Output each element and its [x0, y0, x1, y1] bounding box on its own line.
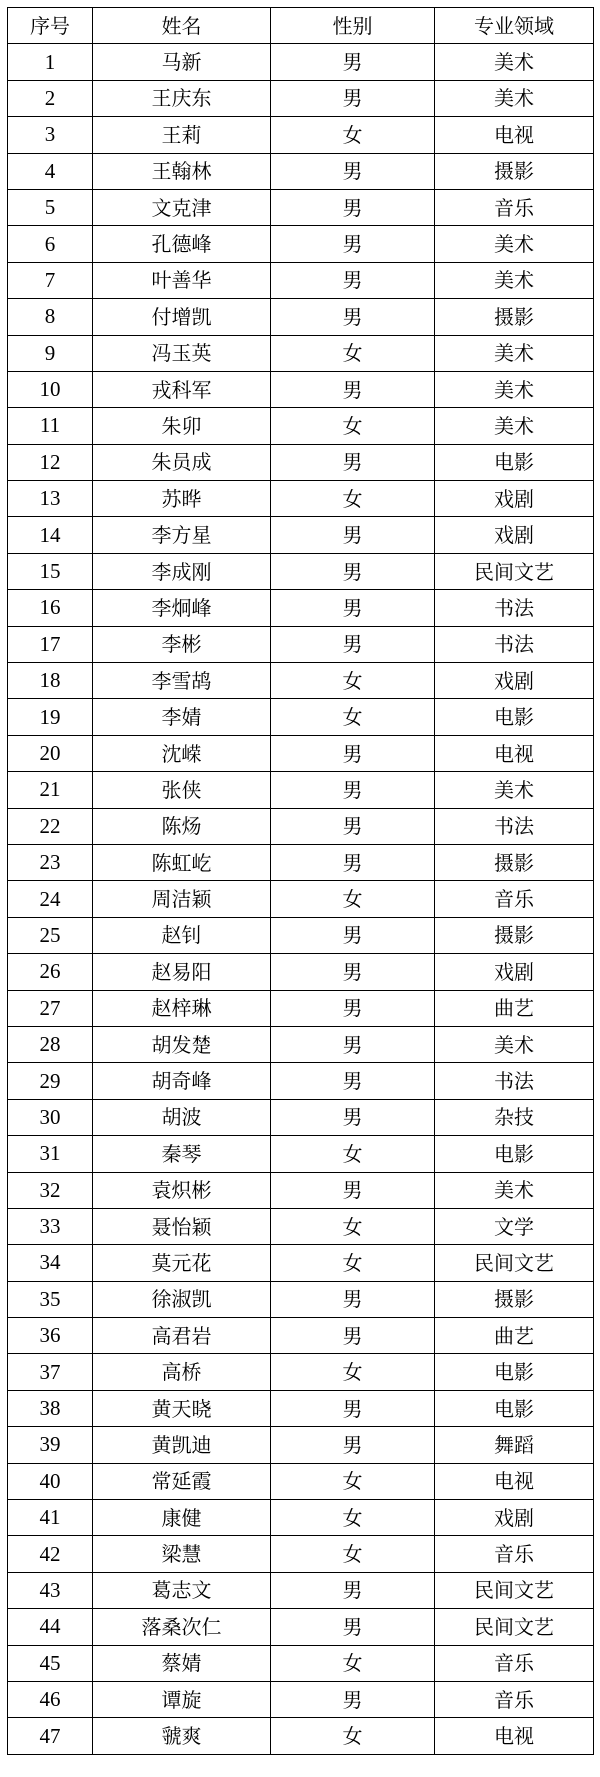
cell-number: 19	[8, 699, 93, 735]
cell-gender: 女	[271, 663, 435, 699]
cell-number: 43	[8, 1572, 93, 1608]
cell-field: 民间文艺	[435, 1245, 594, 1281]
cell-number: 7	[8, 262, 93, 298]
cell-field: 美术	[435, 772, 594, 808]
cell-number: 44	[8, 1609, 93, 1645]
cell-name: 虢爽	[93, 1718, 271, 1754]
cell-number: 34	[8, 1245, 93, 1281]
table-row	[8, 226, 594, 262]
cell-gender: 男	[271, 1390, 435, 1426]
cell-field: 曲艺	[435, 1318, 594, 1354]
cell-name: 赵钊	[93, 917, 271, 953]
table-row	[8, 408, 594, 444]
cell-gender: 男	[271, 517, 435, 553]
cell-gender: 男	[271, 1681, 435, 1717]
cell-number: 41	[8, 1500, 93, 1536]
table-row	[8, 153, 594, 189]
cell-name: 赵梓琳	[93, 990, 271, 1026]
table-row	[8, 189, 594, 225]
cell-field: 电视	[435, 1463, 594, 1499]
cell-field: 美术	[435, 80, 594, 116]
cell-name: 高桥	[93, 1354, 271, 1390]
cell-gender: 女	[271, 1245, 435, 1281]
table-row	[8, 1318, 594, 1354]
cell-field: 民间文艺	[435, 1572, 594, 1608]
cell-field: 音乐	[435, 189, 594, 225]
table-row	[8, 844, 594, 880]
cell-number: 36	[8, 1318, 93, 1354]
cell-name: 王庆东	[93, 80, 271, 116]
table-row	[8, 1609, 594, 1645]
cell-name: 马新	[93, 44, 271, 80]
cell-number: 13	[8, 481, 93, 517]
table-row	[8, 1645, 594, 1681]
cell-name: 戎科军	[93, 371, 271, 407]
table-row	[8, 1718, 594, 1754]
cell-number: 22	[8, 808, 93, 844]
cell-field: 美术	[435, 226, 594, 262]
cell-gender: 女	[271, 1354, 435, 1390]
cell-field: 民间文艺	[435, 553, 594, 589]
cell-name: 谭旋	[93, 1681, 271, 1717]
table-row	[8, 954, 594, 990]
table-row	[8, 1390, 594, 1426]
cell-field: 美术	[435, 1172, 594, 1208]
table-row	[8, 772, 594, 808]
cell-gender: 男	[271, 189, 435, 225]
cell-name: 朱员成	[93, 444, 271, 480]
cell-gender: 男	[271, 44, 435, 80]
cell-gender: 男	[271, 917, 435, 953]
table-row	[8, 44, 594, 80]
table-body	[8, 44, 594, 1754]
cell-number: 5	[8, 189, 93, 225]
cell-number: 40	[8, 1463, 93, 1499]
cell-number: 8	[8, 299, 93, 335]
table-row	[8, 517, 594, 553]
cell-field: 舞蹈	[435, 1427, 594, 1463]
cell-name: 李婧	[93, 699, 271, 735]
cell-name: 李方星	[93, 517, 271, 553]
cell-field: 摄影	[435, 1281, 594, 1317]
table-row	[8, 299, 594, 335]
cell-gender: 男	[271, 590, 435, 626]
cell-name: 高君岩	[93, 1318, 271, 1354]
table-row	[8, 881, 594, 917]
cell-gender: 女	[271, 699, 435, 735]
cell-name: 康健	[93, 1500, 271, 1536]
cell-gender: 女	[271, 481, 435, 517]
cell-name: 陈炀	[93, 808, 271, 844]
cell-field: 美术	[435, 335, 594, 371]
cell-name: 常延霞	[93, 1463, 271, 1499]
cell-number: 42	[8, 1536, 93, 1572]
table-row	[8, 1427, 594, 1463]
table-row	[8, 335, 594, 371]
cell-name: 蔡婧	[93, 1645, 271, 1681]
cell-name: 陈虹屹	[93, 844, 271, 880]
cell-number: 9	[8, 335, 93, 371]
cell-number: 14	[8, 517, 93, 553]
cell-gender: 女	[271, 1718, 435, 1754]
cell-name: 黄凯迪	[93, 1427, 271, 1463]
cell-gender: 男	[271, 80, 435, 116]
cell-name: 胡发楚	[93, 1026, 271, 1062]
column-header-name: 姓名	[93, 8, 271, 44]
table-row	[8, 117, 594, 153]
cell-field: 美术	[435, 262, 594, 298]
cell-gender: 女	[271, 1208, 435, 1244]
cell-name: 文克津	[93, 189, 271, 225]
table-row	[8, 1572, 594, 1608]
cell-field: 电影	[435, 1136, 594, 1172]
table-row	[8, 1063, 594, 1099]
cell-number: 32	[8, 1172, 93, 1208]
cell-field: 摄影	[435, 299, 594, 335]
cell-field: 戏剧	[435, 663, 594, 699]
column-header-number: 序号	[8, 8, 93, 44]
cell-name: 秦琴	[93, 1136, 271, 1172]
cell-gender: 男	[271, 1572, 435, 1608]
cell-gender: 男	[271, 772, 435, 808]
column-header-field: 专业领域	[435, 8, 594, 44]
cell-field: 电视	[435, 735, 594, 771]
table-row	[8, 1354, 594, 1390]
cell-name: 李彬	[93, 626, 271, 662]
cell-gender: 男	[271, 990, 435, 1026]
cell-gender: 女	[271, 1500, 435, 1536]
cell-field: 音乐	[435, 1645, 594, 1681]
cell-gender: 女	[271, 1536, 435, 1572]
cell-name: 沈嵘	[93, 735, 271, 771]
cell-name: 黄天晓	[93, 1390, 271, 1426]
cell-field: 杂技	[435, 1099, 594, 1135]
cell-number: 33	[8, 1208, 93, 1244]
cell-gender: 男	[271, 444, 435, 480]
table-row	[8, 1026, 594, 1062]
cell-number: 28	[8, 1026, 93, 1062]
table-row	[8, 371, 594, 407]
cell-name: 叶善华	[93, 262, 271, 298]
cell-number: 20	[8, 735, 93, 771]
cell-field: 电影	[435, 699, 594, 735]
cell-number: 3	[8, 117, 93, 153]
header-row	[8, 8, 594, 44]
cell-gender: 女	[271, 881, 435, 917]
cell-gender: 男	[271, 1172, 435, 1208]
cell-number: 24	[8, 881, 93, 917]
cell-number: 16	[8, 590, 93, 626]
cell-number: 21	[8, 772, 93, 808]
table-row	[8, 735, 594, 771]
cell-number: 25	[8, 917, 93, 953]
cell-field: 曲艺	[435, 990, 594, 1026]
cell-number: 47	[8, 1718, 93, 1754]
table-row	[8, 1500, 594, 1536]
table-row	[8, 80, 594, 116]
cell-name: 朱卯	[93, 408, 271, 444]
cell-gender: 男	[271, 1427, 435, 1463]
cell-field: 美术	[435, 371, 594, 407]
cell-name: 李成刚	[93, 553, 271, 589]
cell-gender: 女	[271, 1645, 435, 1681]
cell-gender: 男	[271, 626, 435, 662]
cell-name: 聂怡颖	[93, 1208, 271, 1244]
cell-number: 35	[8, 1281, 93, 1317]
cell-gender: 男	[271, 844, 435, 880]
cell-gender: 男	[271, 1281, 435, 1317]
cell-name: 落桑次仁	[93, 1609, 271, 1645]
cell-number: 11	[8, 408, 93, 444]
cell-gender: 男	[271, 735, 435, 771]
cell-gender: 男	[271, 954, 435, 990]
table-row	[8, 1136, 594, 1172]
cell-name: 孔德峰	[93, 226, 271, 262]
cell-field: 戏剧	[435, 1500, 594, 1536]
table-row	[8, 481, 594, 517]
table-row	[8, 626, 594, 662]
cell-field: 电视	[435, 117, 594, 153]
table-row	[8, 590, 594, 626]
cell-number: 18	[8, 663, 93, 699]
cell-field: 电视	[435, 1718, 594, 1754]
table-row	[8, 1208, 594, 1244]
cell-field: 电影	[435, 1390, 594, 1426]
cell-gender: 女	[271, 1463, 435, 1499]
cell-field: 电影	[435, 1354, 594, 1390]
cell-name: 付增凯	[93, 299, 271, 335]
cell-field: 摄影	[435, 844, 594, 880]
cell-gender: 男	[271, 553, 435, 589]
cell-name: 王莉	[93, 117, 271, 153]
cell-number: 12	[8, 444, 93, 480]
table-row	[8, 553, 594, 589]
cell-number: 17	[8, 626, 93, 662]
cell-gender: 男	[271, 371, 435, 407]
cell-name: 冯玉英	[93, 335, 271, 371]
cell-number: 4	[8, 153, 93, 189]
cell-gender: 女	[271, 335, 435, 371]
cell-name: 李炯峰	[93, 590, 271, 626]
cell-gender: 男	[271, 808, 435, 844]
cell-number: 10	[8, 371, 93, 407]
table-row	[8, 1536, 594, 1572]
cell-gender: 女	[271, 117, 435, 153]
cell-number: 45	[8, 1645, 93, 1681]
cell-gender: 女	[271, 1136, 435, 1172]
cell-field: 文学	[435, 1208, 594, 1244]
cell-number: 38	[8, 1390, 93, 1426]
cell-field: 书法	[435, 1063, 594, 1099]
cell-gender: 男	[271, 262, 435, 298]
cell-name: 李雪鸪	[93, 663, 271, 699]
column-header-gender: 性别	[271, 8, 435, 44]
cell-field: 美术	[435, 44, 594, 80]
cell-field: 音乐	[435, 1681, 594, 1717]
cell-field: 书法	[435, 590, 594, 626]
cell-gender: 男	[271, 1099, 435, 1135]
table-row	[8, 699, 594, 735]
cell-number: 39	[8, 1427, 93, 1463]
cell-field: 电影	[435, 444, 594, 480]
cell-number: 23	[8, 844, 93, 880]
cell-number: 1	[8, 44, 93, 80]
cell-field: 音乐	[435, 1536, 594, 1572]
cell-name: 张侠	[93, 772, 271, 808]
cell-field: 音乐	[435, 881, 594, 917]
cell-gender: 男	[271, 1063, 435, 1099]
table-row	[8, 1172, 594, 1208]
cell-number: 26	[8, 954, 93, 990]
table-row	[8, 1099, 594, 1135]
table-row	[8, 1463, 594, 1499]
cell-number: 15	[8, 553, 93, 589]
table-row	[8, 1681, 594, 1717]
cell-name: 周洁颖	[93, 881, 271, 917]
cell-field: 戏剧	[435, 954, 594, 990]
cell-name: 葛志文	[93, 1572, 271, 1608]
cell-number: 30	[8, 1099, 93, 1135]
cell-name: 徐淑凯	[93, 1281, 271, 1317]
cell-field: 摄影	[435, 917, 594, 953]
table-row	[8, 444, 594, 480]
cell-number: 2	[8, 80, 93, 116]
cell-name: 苏晔	[93, 481, 271, 517]
cell-name: 梁慧	[93, 1536, 271, 1572]
cell-name: 袁炽彬	[93, 1172, 271, 1208]
members-table	[7, 7, 594, 1755]
cell-name: 胡波	[93, 1099, 271, 1135]
cell-name: 胡奇峰	[93, 1063, 271, 1099]
cell-name: 莫元花	[93, 1245, 271, 1281]
cell-number: 46	[8, 1681, 93, 1717]
table-row	[8, 808, 594, 844]
cell-gender: 男	[271, 226, 435, 262]
table-row	[8, 917, 594, 953]
cell-field: 书法	[435, 626, 594, 662]
cell-gender: 女	[271, 408, 435, 444]
cell-field: 美术	[435, 408, 594, 444]
cell-number: 27	[8, 990, 93, 1026]
table-row	[8, 663, 594, 699]
cell-field: 书法	[435, 808, 594, 844]
cell-gender: 男	[271, 1318, 435, 1354]
table-row	[8, 1245, 594, 1281]
cell-name: 赵易阳	[93, 954, 271, 990]
cell-number: 31	[8, 1136, 93, 1172]
cell-field: 戏剧	[435, 481, 594, 517]
cell-gender: 男	[271, 299, 435, 335]
cell-gender: 男	[271, 153, 435, 189]
cell-number: 6	[8, 226, 93, 262]
cell-gender: 男	[271, 1609, 435, 1645]
table-row	[8, 990, 594, 1026]
cell-field: 摄影	[435, 153, 594, 189]
cell-field: 民间文艺	[435, 1609, 594, 1645]
table-row	[8, 262, 594, 298]
member-list	[7, 7, 593, 1755]
cell-name: 王翰林	[93, 153, 271, 189]
cell-gender: 男	[271, 1026, 435, 1062]
cell-field: 美术	[435, 1026, 594, 1062]
table-row	[8, 1281, 594, 1317]
cell-number: 37	[8, 1354, 93, 1390]
table-header	[8, 8, 594, 44]
cell-field: 戏剧	[435, 517, 594, 553]
cell-number: 29	[8, 1063, 93, 1099]
